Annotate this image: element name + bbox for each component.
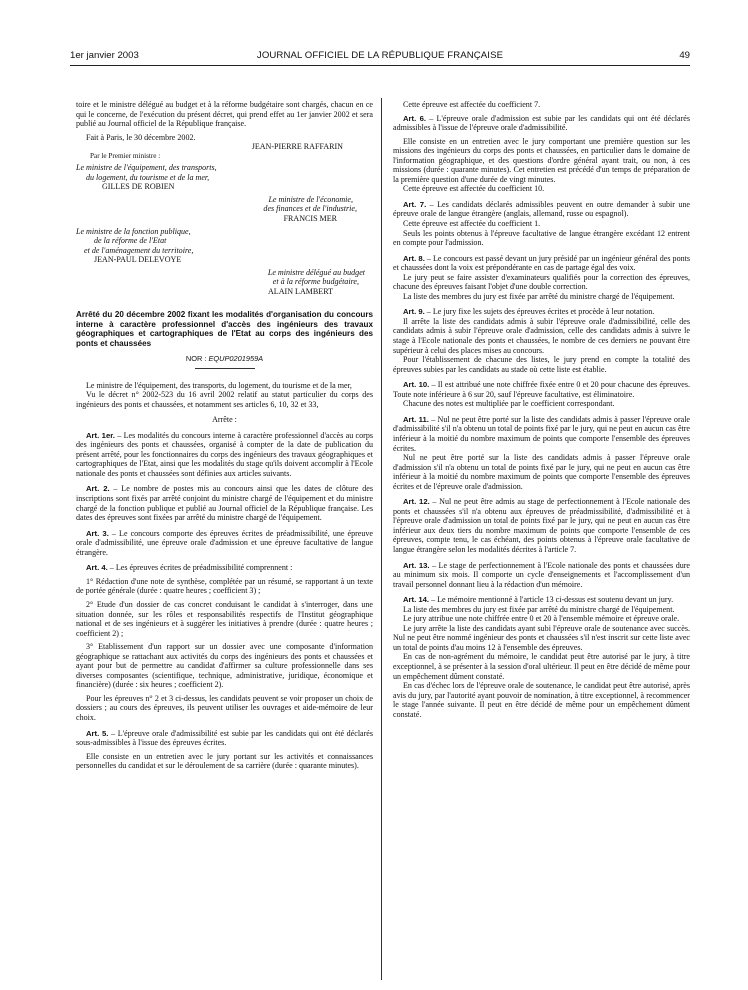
article-12	[393, 497, 690, 554]
article-text: – L'épreuve orale d'admissibilité est subie par les candidats qui ont été déclarés sous-admissibles à l'issue des épreuves écrites.	[76, 728, 374, 748]
article-13	[393, 561, 690, 590]
nor-reference	[76, 354, 373, 364]
article-4-note: Pour les épreuves n° 2 et 3 ci-dessus, les candidats peuvent se voir proposer un choix de dossiers ; au cours des épreuves, ils peuvent utiliser les ouvrages et aide-mémoire de leur choix.	[76, 693, 373, 722]
article-9-paragraph-2: Il arrête la liste des candidats admis à subir l'épreuve orale d'admissibilité, celle des candidats admis à subir l'épreuve orale d'admission, celle des candidats admis à suivre le stage à l'Ecole nationale des ponts et chaussées, le nombre de ces derniers ne pouvant être supérieur à celui des places mises au concours.	[393, 316, 690, 355]
article-4-item-3: 3° Etablissement d'un rapport sur un dossier avec une composante d'information géographique se rattachant aux activités du corps des ingénieurs des ponts et chaussées et ayant pour but de permettre au candidat d'affirmer sa culture professionnelle dans ses diverses composantes (scientifique, technique, administrative, juridique, économique et financière) (durée : six heures ; coefficient 2).	[76, 642, 373, 690]
article-5-paragraph: Elle consiste en un entretien avec le jury portant sur les activités et connaissances personnelles du candidat et sur le déroulement de sa carrière (durée : quarante minutes).	[76, 751, 373, 771]
article-8-paragraph-2: Le jury peut se faire assister d'examinateurs qualifiés pour la correction des épreuves, chacune des épreuves faisant l'objet d'une double correction.	[393, 272, 690, 292]
article-4-item-2: 2° Etude d'un dossier de cas concret conduisant le candidat à s'interroger, dans une situation donnée, sur les rôles et responsabilités respectifs de l'Institut géographique national et de ses ingénieurs et à suggérer les initiatives à prendre (durée : quatre heures ; coefficient 2) ;	[76, 599, 373, 638]
decree-title: Arrêté du 20 décembre 2002 fixant les modalités d'organisation du concours interne à caractère professionnel d'accès des ingénieurs des travaux géographiques et cartographiques de l'Etat au corps des ingénieurs des ponts et chaussées	[76, 310, 373, 348]
issue-date: 1er janvier 2003	[70, 50, 139, 61]
article-14	[393, 595, 690, 605]
article-text: – Nul ne peut être admis au stage de perfectionnement à l'Ecole nationale des ponts et chaussées s'il n'a obtenu aux épreuves de préadmissibilité, d'admissibilité et à l'épreuve orale d'admission un total de points fixé par le jury, qui ne peut en aucun cas être inférieur aux deux tiers du nombre maximum de points que comporte l'ensemble de ces épreuves, compte tenu, le cas échéant, des points obtenus à l'épreuve orale facultative de langue étrangère selon les modalités décrites à l'article 7.	[393, 497, 691, 554]
article-label: Art. 3.	[86, 528, 109, 538]
article-3	[76, 529, 373, 558]
article-5	[76, 729, 373, 748]
article-11-paragraph-2: Nul ne peut être porté sur la liste des candidats admis à passer l'épreuve orale d'admission s'il n'a obtenu un total de points fixé par le jury, qui ne peut en aucun cas être inférieur à la moitié du nombre maximum de points que comporte l'ensemble des épreuves écrites et de l'épreuve orale d'admission.	[393, 453, 690, 491]
article-2	[76, 484, 373, 522]
article-text: – L'épreuve orale d'admission est subie par les candidats qui ont été déclarés admissibles à l'issue de l'épreuve orale d'admissibilité.	[393, 113, 690, 133]
page-number: 49	[679, 50, 690, 61]
article-14-paragraph-3: Le jury attribue une note chiffrée entre 0 et 20 à l'ensemble mémoire et épreuve orale.	[403, 614, 680, 624]
minister-title-line: Le ministre de l'équipement, des transports,	[76, 163, 217, 173]
article-7-paragraph-2: Cette épreuve est affectée du coefficient 1.	[403, 219, 541, 229]
minister-name: GILLES DE ROBIEN	[102, 182, 175, 192]
article-text: – Le nombre de postes mis au concours ainsi que les dates de clôture des inscriptions sont fixés par arrêté conjoint du ministre chargé de l'équipement et du ministre chargé de la fonction publique et publié au Journal officiel de la République française. Les dates des épreuves sont fixées par arrêté du ministre chargé de l'équipement.	[76, 484, 373, 523]
minister-signature-2	[76, 195, 373, 224]
article-label: Art. 8.	[403, 253, 425, 263]
nor-label: NOR :	[185, 354, 207, 364]
minister-title-line: Le ministre de l'économie,	[268, 194, 353, 204]
article-4	[76, 563, 373, 573]
minister-title-line: des finances et de l'industrie,	[263, 204, 357, 214]
nor-code: EQUP0201959A	[208, 354, 264, 364]
journal-title: JOURNAL OFFICIEL DE LA RÉPUBLIQUE FRANÇAISE	[256, 50, 504, 61]
article-9	[393, 307, 690, 317]
article-label: Art. 14.	[403, 595, 430, 605]
article-7-paragraph-3: Seuls les points obtenus à l'épreuve facultative de langue étrangère excédant 12 entrent en compte pour l'admission.	[393, 228, 690, 248]
article-11	[393, 415, 690, 453]
article-text: – Le stage de perfectionnement à l'Ecole nationale des ponts et chaussées dure au minimum six mois. Il comporte un cycle d'enseignements et l'accomplissement d'un travail personnel donnant lieu à la rédaction d'un mémoire.	[393, 560, 690, 589]
article-10	[393, 380, 690, 399]
article-9-paragraph-3: Pour l'établissement de chacune des listes, le jury prend en compte la totalité des épreuves subies par les candidats au stade où cette liste est établie.	[393, 355, 690, 374]
decree-closing-paragraph: toire et le ministre délégué au budget et à la réforme budgétaire sont chargés, chacun en ce qui le concerne, de l'exécution du présent décret, qui prend effet au 1er janvier 2002 et sera publié au Journal officiel de la République française.	[76, 100, 373, 129]
article-label: Art. 4.	[86, 563, 108, 573]
article-text: – Les modalités du concours interne à caractère professionnel d'accès au corps des ingénieurs des ponts et chaussées, organisé à compter de la date de publication du présent arrêté, pour les fonctionnaires du corps des ingénieurs des travaux géographiques et cartographiques de l'Etat, ainsi que les modalités du stage qu'ils doivent accomplir à l'Ecole nationale des ponts et chaussées sont définies aux articles suivants.	[76, 430, 373, 478]
header-rule	[70, 65, 690, 66]
article-label: Art. 6.	[403, 113, 427, 123]
article-label: Art. 10.	[403, 380, 430, 390]
article-label: Art. 13.	[403, 560, 430, 570]
minister-title-line: et de l'aménagement du territoire,	[84, 245, 194, 255]
article-text: – Le mémoire mentionné à l'article 13 ci-dessus est soutenu devant un jury.	[429, 595, 674, 605]
right-column	[393, 100, 690, 719]
article-text: – Les candidats déclarés admissibles peuvent en outre demander à subir une épreuve orale de langue étrangère (anglais, allemand, russe ou espagnol).	[393, 199, 690, 219]
article-label: Art. 11.	[403, 414, 429, 424]
article-label: Art. 2.	[86, 484, 110, 494]
page-header	[70, 50, 690, 64]
arrete-heading: Arrête :	[212, 415, 237, 425]
article-text: – Le concours est passé devant un jury présidé par un ingénieur général des ponts et chaussées dont la voix est prépondérante en cas de partage égal des voix.	[393, 253, 690, 273]
minister-name: ALAIN LAMBERT	[267, 286, 333, 296]
article-label: Art. 7.	[403, 199, 427, 209]
article-6-paragraph-2: Elle consiste en un entretien avec le jury comportant une première question sur les missions des ingénieurs du corps des ponts et chaussées, en particulier dans le domaine de l'information géographique, et des questions d'ordre général ayant trait, ou non, à ces missions (durée : quarante minutes). Cet entretien est précédé d'un temps de préparation de la première question d'une durée de vingt minutes.	[393, 136, 690, 184]
minister-signature-1	[76, 163, 373, 192]
article-7	[393, 200, 690, 219]
article-6-paragraph-3: Cette épreuve est affectée du coefficient 10.	[403, 184, 545, 194]
article-14-paragraph-2: La liste des membres du jury est fixée par arrêté du ministre chargé de l'équipement.	[403, 604, 675, 614]
title-separator	[195, 368, 255, 369]
minister-signature-3	[76, 227, 373, 265]
signature-date: Fait à Paris, le 30 décembre 2002.	[86, 132, 196, 142]
article-text: – Le jury fixe les sujets des épreuves écrites et procède à leur notation.	[424, 307, 655, 317]
article-label: Art. 9.	[403, 307, 425, 317]
article-text: – Il est attribué une note chiffrée fixée entre 0 et 20 pour chacune des épreuves. Toute note inférieure à 6 sur 20, sauf l'épreuve facultative, est éliminatoire.	[393, 380, 691, 399]
minister-title-line: du logement, du tourisme et de la mer,	[86, 172, 210, 182]
minister-title-line: Le ministre délégué au budget	[267, 267, 365, 277]
article-4-item-1: 1° Rédaction d'une note de synthèse, complétée par un résumé, se rapportant à un texte de portée générale (durée : quatre heures ; coefficient 3) ;	[76, 576, 373, 596]
article-label: Art. 1er.	[86, 430, 115, 440]
article-10-paragraph-2: Chacune des notes est multipliée par le coefficient correspondant.	[403, 399, 615, 409]
article-label: Art. 12.	[403, 497, 430, 507]
minister-title-line: de la réforme de l'Etat	[94, 236, 167, 246]
visa-decree: Vu le décret n° 2002-523 du 16 avril 2002 relatif au statut particulier du corps des ingénieurs des ponts et chaussées, et notamment ses articles 6, 10, 32 et 33,	[76, 390, 373, 409]
article-text: – Le concours comporte des épreuves écrites de préadmissibilité, une épreuve orale d'admissibilité, une épreuve orale d'admission et une épreuve facultative de langue étrangère.	[76, 528, 373, 557]
minister-signature-4	[76, 268, 373, 297]
minister-title-line: et à la réforme budgétaire,	[272, 277, 359, 287]
article-14-paragraph-5: En cas de non-agrément du mémoire, le candidat peut être autorisé par le jury, à titre exceptionnel, à se présenter à la session d'oral ultérieur. Il peut en être décidé de même pour un empêchement dûment constaté.	[393, 652, 690, 681]
minister-name: FRANCIS MER	[283, 214, 337, 224]
signatory-prime-minister: JEAN-PIERRE RAFFARIN	[251, 142, 343, 152]
article-14-paragraph-4: Le jury arrête la liste des candidats ayant subi l'épreuve orale de soutenance avec succès. Nul ne peut être nommé ingénieur des ponts et chaussées s'il n'est inscrit sur cette liste avec un total de points d'au moins 12 à l'ensemble des épreuves.	[393, 623, 690, 652]
coefficient-note: Cette épreuve est affectée du coefficient 7.	[403, 100, 541, 109]
visa-minister: Le ministre de l'équipement, des transports, du logement, du tourisme et de la mer,	[86, 380, 352, 390]
article-8-paragraph-3: La liste des membres du jury est fixée par arrêté du ministre chargé de l'équipement.	[403, 291, 675, 301]
column-divider	[381, 98, 382, 980]
par-le-premier-ministre: Par le Premier ministre :	[90, 151, 161, 160]
article-text: – Les épreuves écrites de préadmissibilité comprennent :	[107, 563, 293, 573]
article-text: – Nul ne peut être porté sur la liste des candidats admis à passer l'épreuve orale d'admissibilité s'il n'a obtenu un total de points fixé par le jury, qui ne peut en aucun cas être inférieur à la moitié du nombre maximum de points que comporte l'ensemble des épreuves écrites.	[393, 414, 691, 453]
minister-name: JEAN-PAUL DELEVOYE	[94, 255, 182, 265]
article-8	[393, 254, 690, 273]
article-1	[76, 431, 373, 479]
article-label: Art. 5.	[86, 728, 109, 738]
minister-title-line: Le ministre de la fonction publique,	[76, 226, 191, 236]
article-6	[393, 114, 690, 133]
left-column	[76, 100, 373, 771]
article-14-paragraph-6: En cas d'échec lors de l'épreuve orale de soutenance, le candidat peut être autorisé, après avis du jury, par l'autorité ayant pouvoir de nomination, à titre exceptionnel, à recommencer le stage l'année suivante. Il peut en être décidé de même pour un empêchement dûment constaté.	[393, 681, 690, 719]
